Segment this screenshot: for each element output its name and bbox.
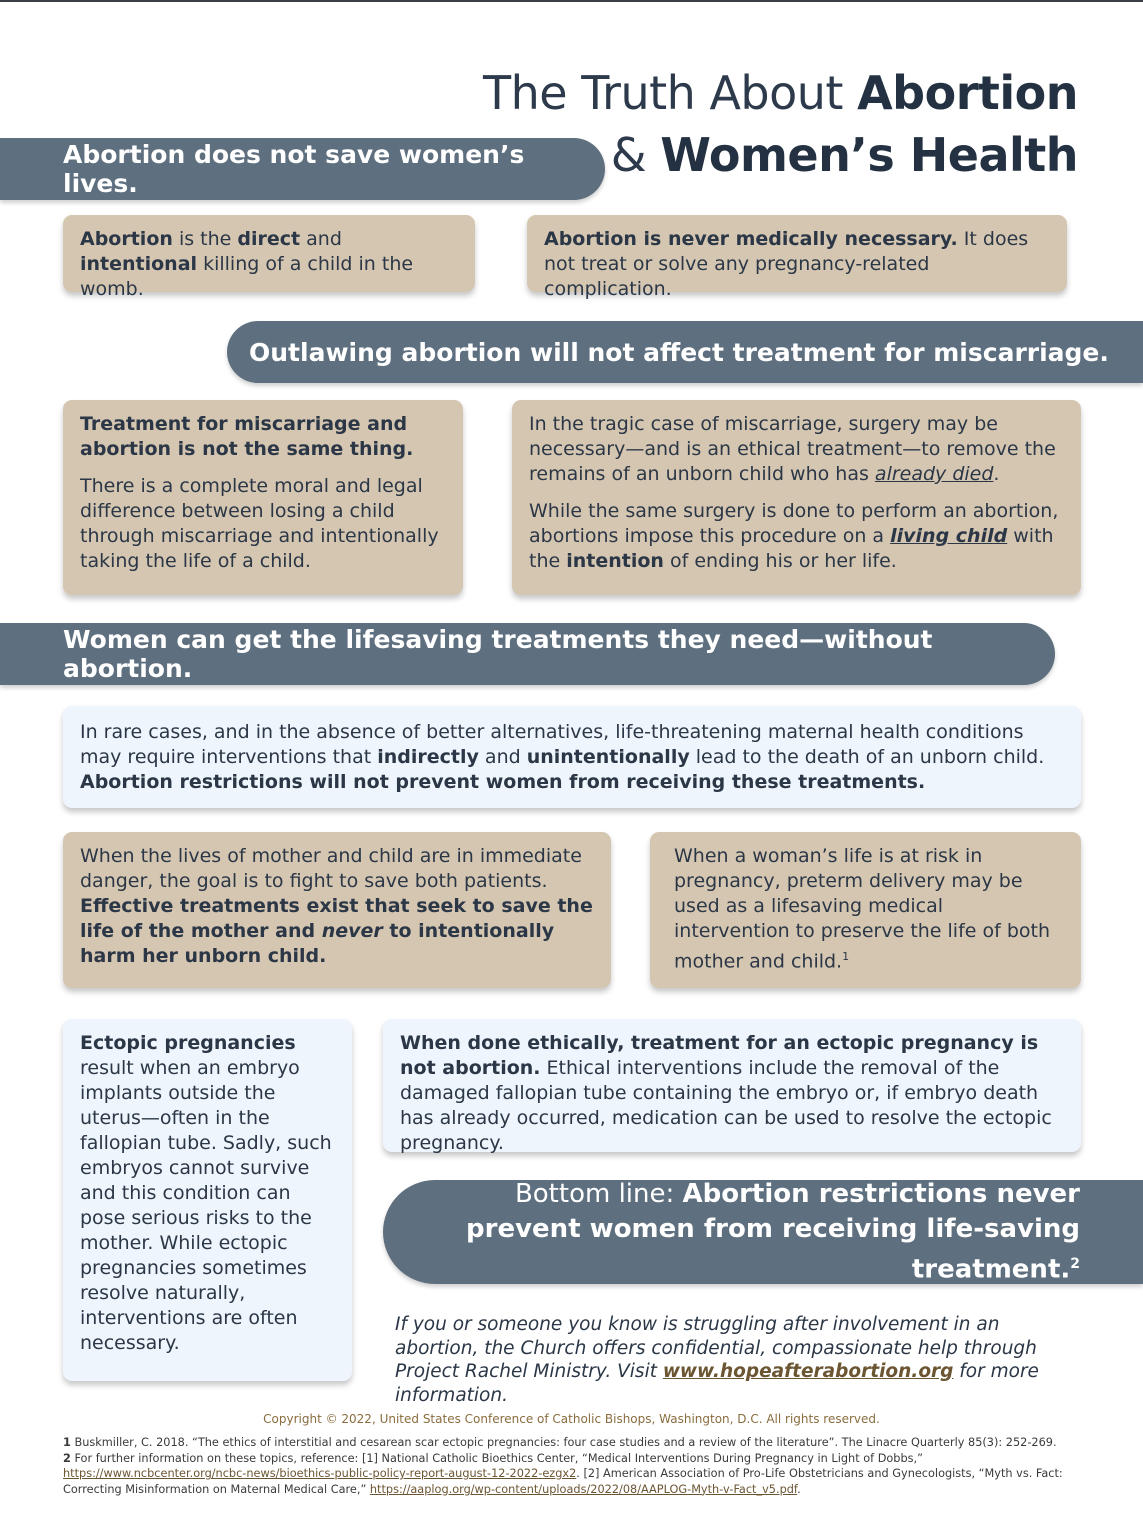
title-light-2: & [610, 128, 661, 182]
section3-card-right: When a woman’s life is at risk in pregnancy, preterm delivery may be used as a lifesaving medical intervention to preserve the life of both mother and child.$^1$ [650, 832, 1081, 988]
title-bold-2: Women’s Health [660, 128, 1078, 182]
help-note: If you or someone you know is struggling after involvement in an abortion, the Church offers confidential, compassionate help through Project Rachel Ministry. Visit www.hopeafterabortion.org for more information. [395, 1314, 1039, 1406]
title-light-1: The Truth About [483, 66, 858, 120]
bottom-line-text: Abortion restrictions never prevent women from receiving life-saving treatment. [466, 1178, 1080, 1285]
section2-banner-text: Outlawing abortion will not affect treatment for miscarriage. [249, 337, 1109, 367]
section1-banner [0, 138, 605, 200]
ncbc-link[interactable]: https://www.ncbcenter.org/ncbc-news/bioethics-public-policy-report-august-12-2022-ezgx2 [63, 1467, 577, 1480]
footnote-ref-2: 2 [1070, 1255, 1080, 1272]
section2-card-heading: Treatment for miscarriage and abortion is not the same thing. [80, 413, 414, 460]
hope-after-abortion-link[interactable]: www.hopeafterabortion.org [662, 1361, 954, 1382]
title-bold-1: Abortion [857, 66, 1078, 120]
ectopic-card: Ectopic pregnancies result when an embryo implants outside the uterus—often in the fallopian tube. Sadly, such embryos cannot survive and this condition can pose serious risks to the mother. While ectopic pregnancies sometimes resolve naturally, interventions are often necessary. [63, 1019, 352, 1381]
section1-card-left: Abortion is the direct and intentional killing of a child in the womb. [63, 215, 475, 292]
section1-card-right: Abortion is never medically necessary. It does not treat or solve any pregnancy-related complication. [527, 215, 1067, 292]
section2-card-body: There is a complete moral and legal difference between losing a child through miscarriage and intentionally taking the life of a child. [80, 475, 439, 572]
section3-banner [0, 623, 1055, 685]
footnote-ref-1: 1 [842, 950, 850, 963]
section3-banner-text: Women can get the lifesaving treatments they need—without abortion. [63, 625, 933, 683]
top-rule [0, 0, 1143, 2]
section3-card-left: When the lives of mother and child are in immediate danger, the goal is to fight to save both patients. Effective treatments exist that seek to save the life of the mother and never to intentionally harm her unborn child. [63, 832, 611, 988]
section1-banner-text: Abortion does not save women’s lives. [63, 140, 525, 198]
footnotes [63, 1435, 1083, 1497]
bottom-line-label: Bottom line: [514, 1178, 683, 1209]
section2-banner [227, 321, 1143, 383]
footnote-1: 1 Buskmiller, C. 2018. “The ethics of interstitial and cesarean scar ectopic pregnancies: four case studies and a review of the literature”. The Linacre Quarterly 85(3): 252-269. [63, 1436, 1057, 1449]
ethical-treatment-card: When done ethically, treatment for an ectopic pregnancy is not abortion. Ethical interventions include the removal of the damaged fallopian tube containing the embryo or, if embryo death has already occurred, medication can be used to resolve the ectopic pregnancy. [383, 1019, 1081, 1152]
section3-card-wide: In rare cases, and in the absence of better alternatives, life-threatening maternal health conditions may require interventions that indirectly and unintentionally lead to the death of an unborn child. Abortion restrictions will not prevent women from receiving these treatments. [63, 706, 1081, 808]
section2-card-left [63, 400, 463, 595]
aaplog-link[interactable]: https://aaplog.org/wp-content/uploads/2022/08/AAPLOG-Myth-v-Fact_v5.pdf [369, 1482, 798, 1496]
bottom-line-banner [383, 1180, 1143, 1284]
section2-card-right: In the tragic case of miscarriage, surgery may be necessary—and is an ethical treatment—to remove the remains of an unborn child who has already died. While the same surgery is done to perform an abortion, abortions impose this procedure on a living child with the intention of ending his or her life. [512, 400, 1081, 595]
footnote-2: 2 For further information on these topics, reference: [1] National Catholic Bioethics Center, “Medical Interventions During Pregnancy in Light of Dobbs,” https://www.ncbcenter.org/ncbc-news/bioethics-public-policy-report-august-12-2022-ezgx2. [2] American Association of Pro-Life Obstetricians and Gynecologists, “Myth vs. Fact: Correcting Misinformation on Maternal Medical Care,” https://aaplog.org/wp-content/uploads/2022/08/AAPLOG-Myth-v-Fact_v5.pdf. [63, 1451, 1063, 1496]
copyright: Copyright © 2022, United States Conference of Catholic Bishops, Washington, D.C. All rights reserved. [263, 1412, 880, 1426]
